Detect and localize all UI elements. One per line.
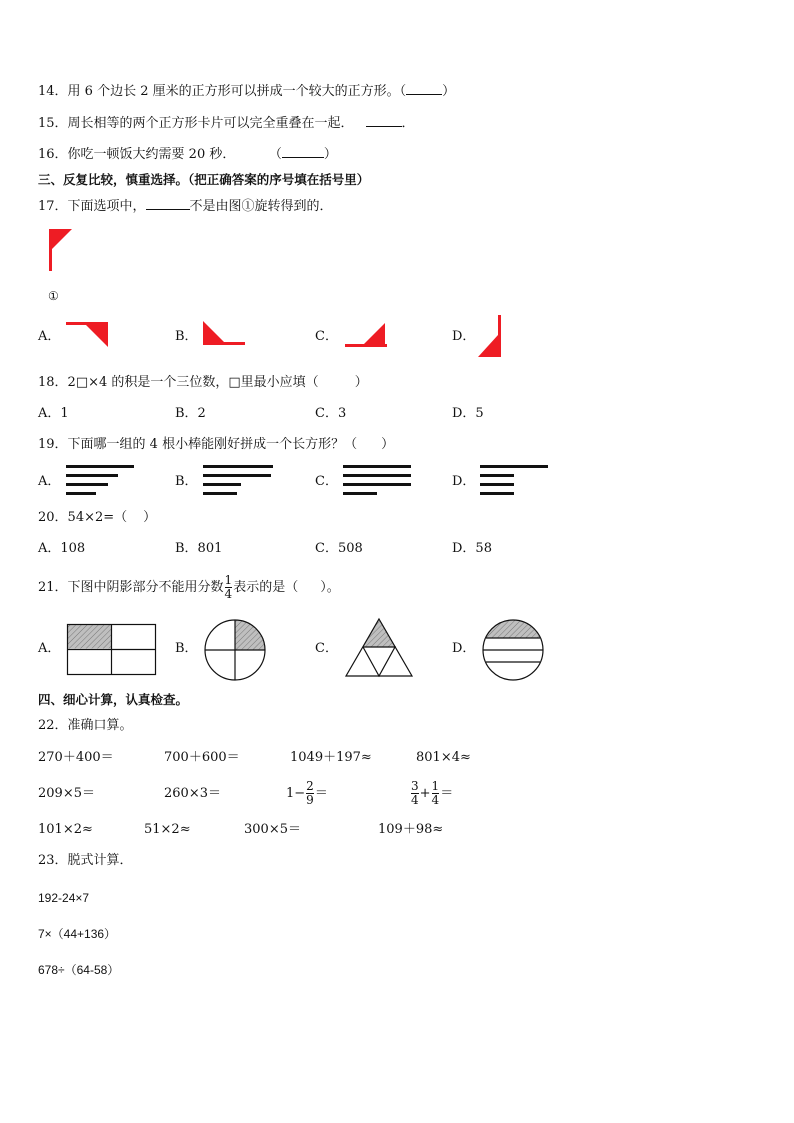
calc-260-times-3: 260×3＝ bbox=[164, 786, 221, 801]
q21-option-c-label[interactable]: C． bbox=[315, 641, 338, 656]
q19-option-a-label[interactable]: A． bbox=[38, 474, 61, 489]
q17-option-b-label[interactable]: B． bbox=[175, 329, 198, 344]
section-4-heading: 四、细心计算，认真检查。 bbox=[38, 692, 189, 707]
fraction-denominator: 9 bbox=[306, 793, 314, 807]
calc-equals: ＝ bbox=[440, 786, 454, 801]
q19-option-c-sticks bbox=[341, 464, 417, 498]
q18-option-b[interactable]: B．2 bbox=[175, 406, 206, 421]
q18-option-d[interactable]: D．5 bbox=[452, 406, 484, 421]
question-23-title: 23．脱式计算． bbox=[38, 853, 133, 868]
question-14 bbox=[38, 84, 455, 100]
flag-figure-1 bbox=[46, 228, 76, 274]
calc-1049-plus-197: 1049＋197≈ bbox=[290, 750, 372, 765]
fraction-numerator: 1 bbox=[431, 779, 440, 793]
q18-option-c[interactable]: C．3 bbox=[315, 406, 347, 421]
calc-109-plus-98: 109＋98≈ bbox=[378, 822, 444, 837]
answer-blank-14[interactable] bbox=[406, 94, 442, 95]
q21-option-b-circle bbox=[204, 619, 266, 681]
fraction-one-quarter-b bbox=[432, 780, 440, 807]
question-19-close: ） bbox=[381, 437, 395, 452]
calc-700-plus-600: 700＋600＝ bbox=[164, 750, 240, 765]
fraction-two-ninths bbox=[306, 780, 314, 807]
q19-option-b-label[interactable]: B． bbox=[175, 474, 198, 489]
q17-option-c-figure bbox=[343, 320, 389, 350]
calc-equals: ＝ bbox=[314, 786, 328, 801]
question-15 bbox=[38, 116, 415, 132]
calc-3-4-plus-1-4 bbox=[410, 775, 453, 813]
fraction-denominator: 4 bbox=[411, 793, 419, 807]
fraction-numerator: 2 bbox=[306, 779, 314, 793]
calc-300-times-5: 300×5＝ bbox=[244, 822, 301, 837]
step-calc-1: 192-24×7 bbox=[38, 891, 90, 905]
calc-1-minus-pre: 1− bbox=[286, 786, 306, 801]
fraction-three-quarters bbox=[411, 780, 419, 807]
fraction-one-quarter bbox=[225, 574, 233, 601]
question-16 bbox=[38, 147, 337, 163]
answer-blank-16[interactable] bbox=[282, 157, 324, 158]
step-calc-2: 7×（44+136） bbox=[38, 927, 117, 941]
q21-option-c-triangle bbox=[344, 617, 414, 679]
q19-option-d-label[interactable]: D． bbox=[452, 474, 476, 489]
question-16-text: 16．你吃一顿饭大约需要 20 秒． bbox=[38, 147, 236, 162]
question-20-text: 20．54×2=（ bbox=[38, 510, 128, 525]
question-16-close: ） bbox=[323, 147, 337, 162]
question-22-title: 22．准确口算。 bbox=[38, 718, 133, 733]
answer-blank-17[interactable] bbox=[146, 209, 190, 210]
q17-option-c-label[interactable]: C． bbox=[315, 329, 338, 344]
calc-209-times-5: 209×5＝ bbox=[38, 786, 95, 801]
q19-option-c-label[interactable]: C． bbox=[315, 474, 338, 489]
q20-option-d[interactable]: D．58 bbox=[452, 541, 492, 556]
q20-option-b[interactable]: B．801 bbox=[175, 541, 223, 556]
fraction-denominator: 4 bbox=[224, 587, 233, 601]
q19-option-b-sticks bbox=[201, 464, 277, 498]
question-15-text: 15．周长相等的两个正方形卡片可以完全重叠在一起． bbox=[38, 116, 354, 131]
question-17 bbox=[38, 199, 333, 215]
calc-1-minus-2-9 bbox=[286, 775, 328, 813]
fraction-denominator: 4 bbox=[431, 793, 440, 807]
calc-101-times-2: 101×2≈ bbox=[38, 822, 93, 837]
q21-option-a-rectangle bbox=[66, 623, 158, 677]
question-21-close: ）。 bbox=[320, 580, 340, 595]
calc-51-times-2: 51×2≈ bbox=[144, 822, 191, 837]
plus-sign: + bbox=[419, 786, 431, 801]
q17-option-d-figure bbox=[476, 313, 506, 359]
question-19 bbox=[38, 437, 394, 453]
q19-option-a-sticks bbox=[64, 464, 140, 498]
question-21-post: 表示的是（ bbox=[233, 580, 299, 595]
q21-option-a-label[interactable]: A． bbox=[38, 641, 61, 656]
question-18-close: ） bbox=[354, 375, 368, 390]
q17-option-a-label[interactable]: A． bbox=[38, 329, 61, 344]
fraction-numerator: 3 bbox=[411, 779, 419, 793]
question-16-open: （ bbox=[275, 147, 282, 162]
question-14-close: ） bbox=[442, 84, 456, 99]
q20-option-a[interactable]: A．108 bbox=[38, 541, 86, 556]
figure-1-label: ① bbox=[48, 289, 59, 303]
section-3-heading: 三、反复比较，慎重选择。（把正确答案的序号填在括号里） bbox=[38, 172, 370, 187]
question-15-end: ． bbox=[401, 116, 415, 131]
fraction-numerator: 1 bbox=[224, 573, 233, 587]
q17-option-b-figure bbox=[201, 318, 247, 348]
question-20-close: ） bbox=[143, 510, 157, 525]
q19-option-d-sticks bbox=[478, 464, 554, 498]
question-21 bbox=[38, 574, 340, 601]
question-21-pre: 21．下图中阴影部分不能用分数 bbox=[38, 580, 224, 595]
q21-option-d-label[interactable]: D． bbox=[452, 641, 476, 656]
question-17-pre: 17．下面选项中， bbox=[38, 199, 146, 214]
q21-option-b-label[interactable]: B． bbox=[175, 641, 198, 656]
q20-option-c[interactable]: C．508 bbox=[315, 541, 363, 556]
question-18 bbox=[38, 375, 368, 391]
answer-blank-15[interactable] bbox=[366, 126, 402, 127]
q21-option-d-circle bbox=[482, 619, 544, 681]
calc-801-times-4: 801×4≈ bbox=[416, 750, 471, 765]
q18-option-a[interactable]: A．1 bbox=[38, 406, 69, 421]
calc-270-plus-400: 270＋400＝ bbox=[38, 750, 114, 765]
question-14-text: 14．用 6 个边长 2 厘米的正方形可以拼成一个较大的正方形。（ bbox=[38, 84, 407, 99]
q17-option-a-figure bbox=[64, 320, 110, 350]
step-calc-3: 678÷（64-58） bbox=[38, 963, 120, 977]
q17-option-d-label[interactable]: D． bbox=[452, 329, 476, 344]
question-17-post: 不是由图①旋转得到的． bbox=[189, 199, 333, 214]
question-19-text: 19．下面哪一组的 4 根小棒能刚好拼成一个长方形？（ bbox=[38, 437, 358, 452]
question-20 bbox=[38, 510, 156, 526]
question-18-text: 18．2□×4 的积是一个三位数，□里最小应填（ bbox=[38, 375, 319, 390]
